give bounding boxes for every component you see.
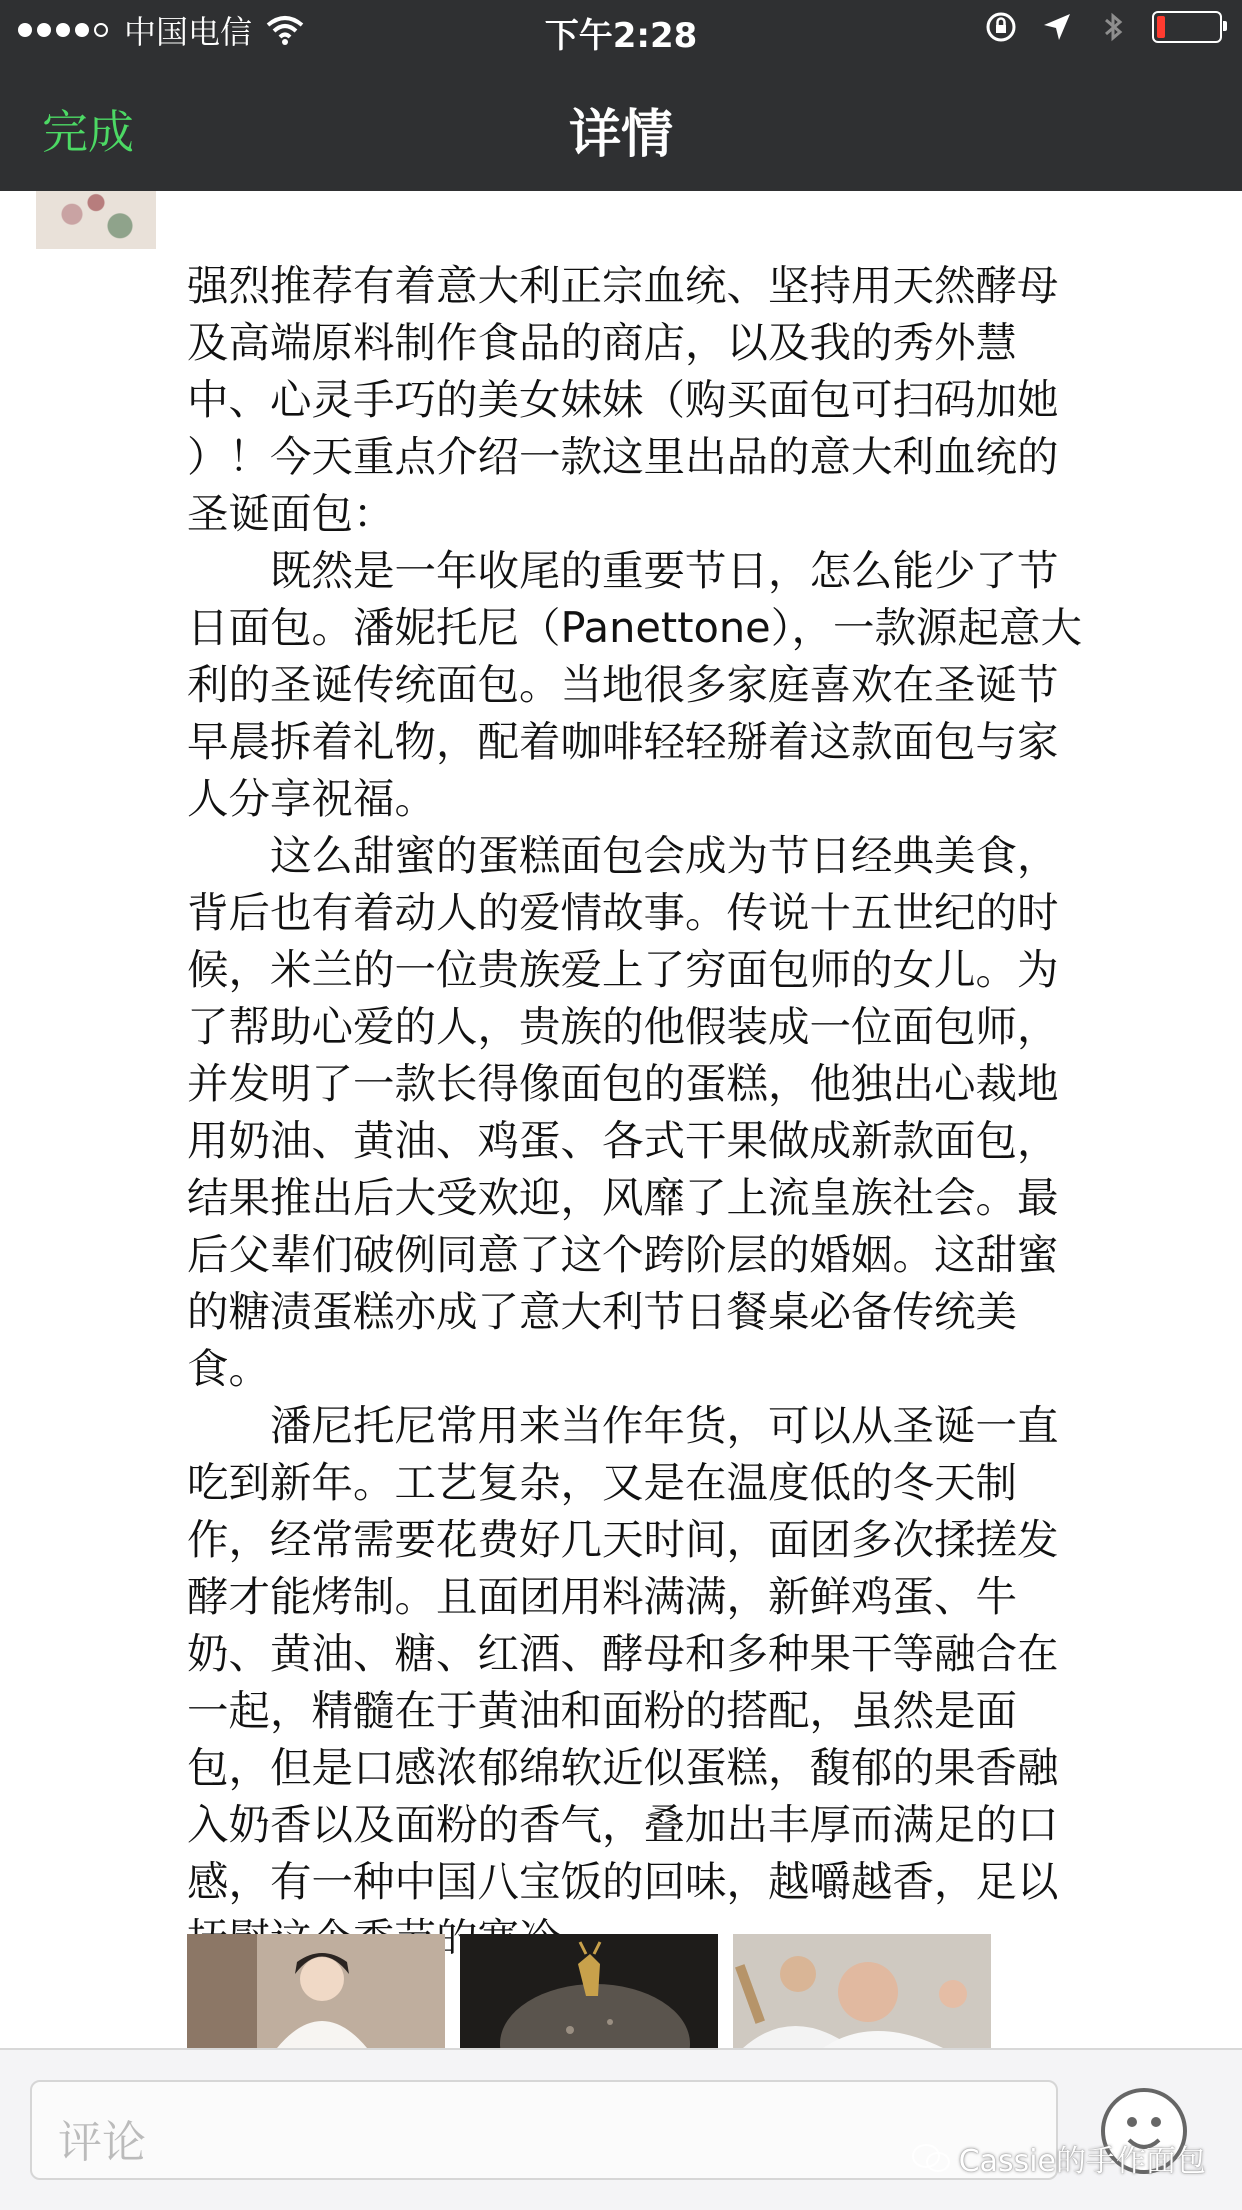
carrier-label: 中国电信 xyxy=(124,13,253,51)
article-body xyxy=(187,200,1217,2024)
article-paragraph-3: 这么甜蜜的蛋糕面包会成为节日经典美食， 背后也有着动人的爱情故事。传说十五世纪的时 候，米兰的一位贵族爱上了穷面包师的女儿。为 了帮助心爱的人，贵族的他假装成一位面包师， 并发明了一款长得像面包的蛋糕，他独出心裁地 用奶油、黄油、鸡蛋、各式干果做成新款面包， 结果推出后大受欢迎，风靡了上流皇族社会。最 后父辈们破例同意了这个跨阶层的婚姻。这甜蜜 的糖渍蛋糕亦成了意大利节日餐桌必备传统美 食。 xyxy=(187,831,1059,1393)
status-right xyxy=(984,10,1222,44)
photo-grid xyxy=(187,1934,997,2048)
top-bar xyxy=(0,0,1242,191)
page-title: 详情 xyxy=(568,105,673,165)
location-arrow-icon xyxy=(1040,10,1074,44)
watermark xyxy=(911,2136,1206,2180)
nav-bar xyxy=(0,60,1242,191)
watermark-text: Cassie的手作面包 xyxy=(958,2144,1206,2179)
battery-icon xyxy=(1152,11,1222,43)
avatar[interactable] xyxy=(36,191,156,249)
status-bar xyxy=(0,0,1242,60)
photo-thumbnail-1[interactable] xyxy=(187,1934,445,2048)
done-button[interactable]: 完成 xyxy=(42,105,134,159)
article-paragraph-4: 潘尼托尼常用来当作年货，可以从圣诞一直 吃到新年。工艺复杂，又是在温度低的冬天制 作，经常需要花费好几天时间，面团多次揉搓发 酵才能烤制。且面团用料满满，新鲜鸡蛋、牛 奶、黄油、糖、红酒、酵母和多种果干等融合在 一起，精髓在于黄油和面粉的搭配，虽然是面 包，但是口感浓郁绵软近似蛋糕，馥郁的果香融 入奶香以及面粉的香气，叠加出丰厚而满足的口 感，有一种中国八宝饭的回味，越嚼越香，足以 xyxy=(187,1401,1059,1906)
comment-input[interactable]: 评论 xyxy=(30,2080,1058,2180)
rotation-lock-icon xyxy=(984,10,1018,44)
article-paragraph-2: 既然是一年收尾的重要节日，怎么能少了节 日面包。潘妮托尼（Panettone），一款源起意大 利的圣诞传统面包。当地很多家庭喜欢在圣诞节 早晨拆着礼物，配着咖啡轻轻掰着这款面包与家 人分享祝福。 xyxy=(187,546,1082,823)
photo-thumbnail-3[interactable] xyxy=(733,1934,991,2048)
wechat-icon xyxy=(911,2143,951,2173)
bluetooth-icon xyxy=(1096,10,1130,44)
photo-thumbnail-2[interactable] xyxy=(460,1934,718,2048)
comment-bar xyxy=(0,2048,1242,2210)
article-paragraph-1: 强烈推荐有着意大利正宗血统、坚持用天然酵母 及高端原料制作食品的商店，以及我的秀外慧 中、心灵手巧的美女妹妹（购买面包可扫码加她 ）！今天重点介绍一款这里出品的意大利血统的 圣诞面包： xyxy=(187,261,1059,538)
status-time: 下午2:28 xyxy=(544,16,698,56)
